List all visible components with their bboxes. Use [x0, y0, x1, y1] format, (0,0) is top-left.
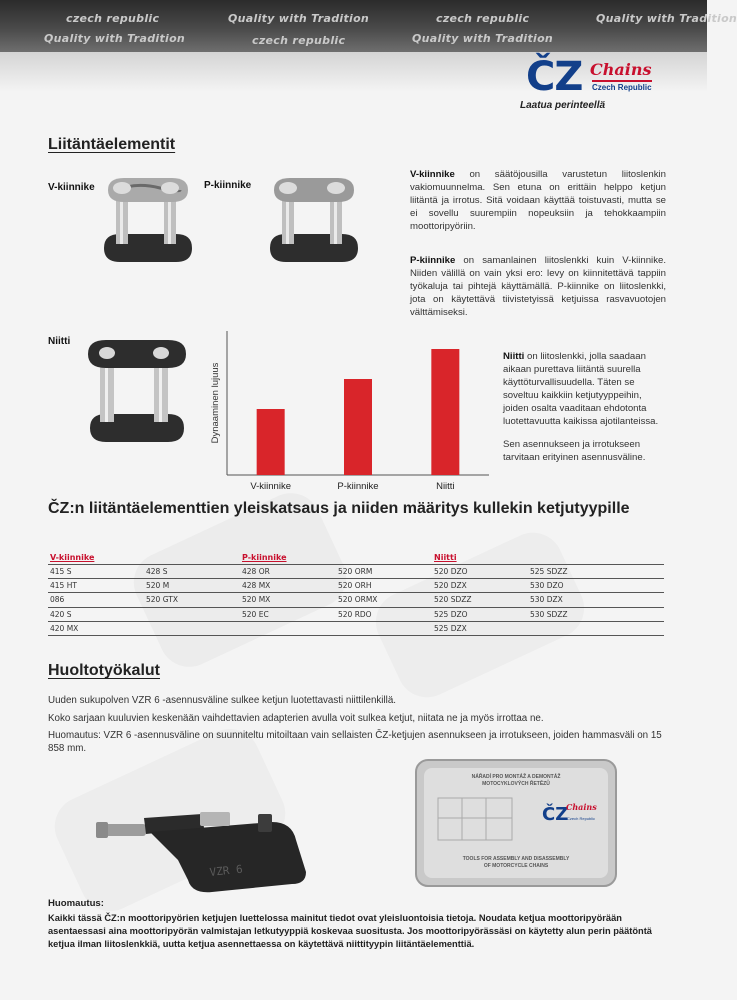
rivet-tool-note: Sen asennukseen ja irrotukseen tarvitaan erityinen asennusväline.	[503, 439, 646, 463]
table-cell: 530 DZO	[530, 581, 564, 591]
p-link-description: P-kiinnike on samanlainen liitoslenkki kuin V-kiinnike. Niiden välillä on vain yksi ero: levy on kiinnitettävä tappiin työkaluja tai pihtejä käyttämällä. P-kiinnike on liitoslenkki, jota on käytettävä tiivistetyissä ketjuissa rasvavuotojen välttämiseksi.	[410, 255, 666, 318]
section-heading-overview: ČZ:n liitäntäelementtien yleiskatsaus ja niiden määritys kullekin ketjutyypille	[48, 500, 630, 517]
chart-x-tick-label: Niitti	[436, 481, 455, 492]
v-link-description: V-kiinnike on säätöjousilla varustetun liitoslenkin vakiomuunnelma. Sen etuna on erittäin helppo ketjun liitäntä ja irrotus. Sitä voidaan käyttää toistuvasti, mutta se ei sovellu suurempiin nopeuksiin ja tehokkaampiin moottoripyöriin.	[410, 169, 666, 232]
toolbox-logo-chains: Chains	[566, 802, 597, 812]
table-cell: 428 MX	[242, 581, 271, 591]
banner-text: czech republic	[66, 12, 160, 25]
table-cell: 428 OR	[242, 567, 270, 576]
table-cell: 530 SDZZ	[530, 609, 568, 619]
toolbox-label-bottom: TOOLS FOR ASSEMBLY AND DISASSEMBLY	[462, 856, 570, 862]
table-cell: 086	[50, 595, 65, 605]
note-text: Kaikki tässä ČZ:n moottoripyörien ketjujen luettelossa mainitut tiedot ovat yleisluontoisia tietoja. Noudata ketjua moottoripyörään asentaessasi aina moottoripyörän valmistajan letkutyyppiä koskevaa suositusta. Jos moottoripyörässäsi on käytetty alun perin päätöntä ketjua ilman liitoslenkkiä, uutta ketjua asennettaessa on käytettävä niittityypin liitäntäelementtiä.	[48, 913, 652, 949]
table-divider	[48, 564, 664, 565]
v-link-label: V-kiinnike	[48, 182, 95, 193]
dynamic-strength-chart	[205, 325, 495, 495]
banner-text: Quality with Tradition	[44, 32, 186, 45]
table-cell: 525 SDZZ	[530, 567, 568, 576]
table-divider	[48, 635, 664, 636]
toolbox-label-top: NÁŘADÍ PRO MONTÁŽ A DEMONTÁŽ	[471, 774, 561, 780]
chart-bar	[344, 379, 372, 475]
cz-chains-logo	[520, 54, 670, 116]
table-cell: 415 S	[50, 567, 72, 576]
table-cell: 520 M	[146, 581, 170, 591]
table-cell: 420 MX	[50, 623, 79, 633]
logo-chains-text: Chains	[590, 60, 652, 79]
table-divider	[48, 607, 664, 608]
table-cell: 420 S	[50, 609, 72, 619]
table-cell: 525 DZX	[434, 623, 467, 633]
table-cell: 520 SDZZ	[434, 595, 472, 605]
table-divider	[48, 578, 664, 579]
tools-paragraph-3: Huomautus: VZR 6 -asennusväline on suunniteltu mitoiltaan vain sellaisten ČZ-ketjujen asennukseen ja irrotukseen, joiden hammasväli on 15 858 mm.	[48, 730, 662, 754]
banner-text: Quality with Tradition	[412, 32, 554, 45]
table-group-v: V-kiinnike	[50, 553, 95, 562]
table-cell: 520 DZX	[434, 581, 467, 591]
table-cell: 520 ORH	[338, 581, 372, 591]
logo-mark: ČZ	[526, 54, 583, 100]
table-cell: 520 DZO	[434, 567, 468, 576]
banner-text: czech republic	[436, 12, 530, 25]
table-cell: 530 DZX	[530, 595, 563, 605]
table-cell: 520 EC	[242, 609, 269, 619]
p-link-image	[262, 170, 370, 278]
rivet-link-description: Niitti on liitoslenkki, jolla saadaan aikaan purettava liitäntä suurella käyttöturvallisuudella. Täten se soveltuu kaikkiin ketjutyyppeihin, joiden osalta vaaditaan ehdotonta luotettavuutta kaikissa ajotilanteissa.	[503, 351, 659, 427]
banner-text: Quality with Tradition	[228, 12, 370, 25]
note-title: Huomautus:	[48, 898, 104, 909]
table-cell: 520 MX	[242, 595, 271, 605]
tool-marking: VZR 6	[208, 862, 244, 879]
section-heading-connectors: Liitäntäelementit	[48, 136, 176, 153]
table-cell: 520 GTX	[146, 595, 178, 605]
table-cell: 428 S	[146, 567, 168, 576]
table-cell: 520 ORMX	[338, 595, 378, 605]
header-banner	[0, 0, 737, 52]
tools-paragraph-2: Koko sarjaan kuuluvien keskenään vaihdettavien adapterien avulla voit sulkea ketjut, niitata ne ja myös irrottaa ne.	[48, 713, 544, 724]
toolbox-label-top2: MOTOCYKLOVÝCH ŘETĚZŮ	[482, 781, 550, 787]
v-link-image	[96, 170, 204, 278]
toolbox-logo-sub: Czech Republic	[567, 816, 596, 821]
chart-y-label: Dynaaminen lujuus	[210, 362, 221, 444]
chart-x-tick-label: V-kiinnike	[250, 481, 292, 492]
tools-paragraph-1: Uuden sukupolven VZR 6 -asennusväline sulkee ketjun luotettavasti niittilenkillä.	[48, 695, 396, 706]
toolbox-image	[414, 758, 618, 888]
p-link-label: P-kiinnike	[204, 180, 252, 191]
rivet-link-label: Niitti	[48, 336, 71, 347]
table-cell: 520 RDO	[338, 609, 372, 619]
table-group-n: Niitti	[434, 553, 457, 562]
table-divider	[48, 592, 664, 593]
rivet-link-image	[84, 336, 192, 448]
table-cell: 525 DZO	[434, 609, 468, 619]
toolbox-label-bottom2: OF MOTORCYCLE CHAINS	[483, 863, 549, 869]
table-cell: 415 HT	[50, 581, 77, 591]
section-heading-tools: Huoltotyökalut	[48, 662, 160, 679]
table-group-p: P-kiinnike	[242, 553, 287, 562]
chart-x-tick-label: P-kiinnike	[337, 481, 379, 492]
table-divider	[48, 621, 664, 622]
logo-subtitle: Czech Republic	[592, 80, 652, 92]
vzr6-tool-image	[92, 800, 312, 900]
toolbox-logo: ČZ	[542, 804, 569, 825]
banner-text: czech republic	[252, 34, 346, 47]
banner-text: Quality with Tradition	[596, 12, 737, 25]
chart-bar	[257, 409, 285, 475]
logo-tagline: Laatua perinteellä	[520, 100, 606, 111]
chart-bar	[431, 349, 459, 475]
table-cell: 520 ORM	[338, 567, 373, 576]
